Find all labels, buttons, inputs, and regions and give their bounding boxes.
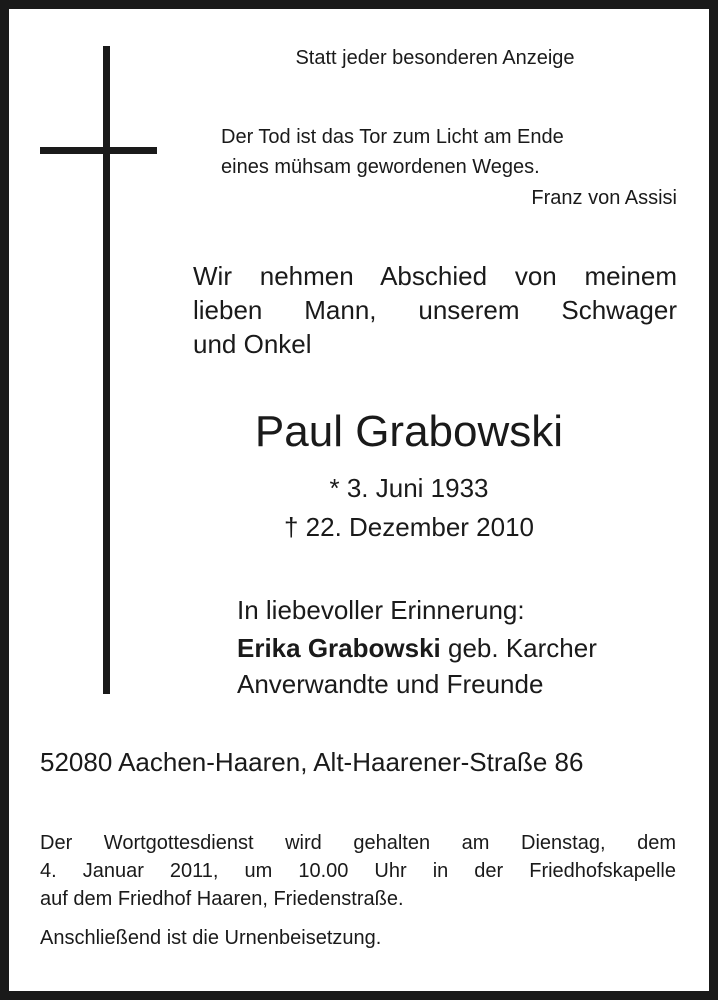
farewell-line-2: lieben Mann, unserem Schwager <box>193 295 677 325</box>
notice-header: Statt jeder besonderen Anzeige <box>295 47 575 69</box>
spouse-line <box>237 630 597 666</box>
quote-author: Franz von Assisi <box>531 187 677 209</box>
closing-note: Anschließend ist die Urnenbeisetzung. <box>40 927 382 949</box>
cross-icon <box>103 46 110 694</box>
quote-line-1: Der Tod ist das Tor zum Licht am Ende <box>221 126 564 148</box>
farewell-line-1: Wir nehmen Abschied von meinem <box>193 261 677 291</box>
address: 52080 Aachen-Haaren, Alt-Haarener-Straße 86 <box>40 747 584 777</box>
service-details <box>40 829 676 913</box>
birth-date: * 3. Juni 1933 <box>329 473 489 503</box>
other-mourners: Anverwandte und Freunde <box>237 669 544 699</box>
spouse-maiden-name: geb. Karcher <box>440 633 597 663</box>
quote-line-2: eines mühsam gewordenen Weges. <box>221 156 540 178</box>
memory-intro: In liebevoller Erinnerung: <box>237 595 525 625</box>
cross-icon-crossbar <box>40 147 157 154</box>
deceased-name: Paul Grabowski <box>254 407 564 456</box>
service-line-2: 4. Januar 2011, um 10.00 Uhr in der Friedhofskapelle <box>40 860 676 882</box>
farewell-line-3: und Onkel <box>193 329 312 359</box>
death-date: † 22. Dezember 2010 <box>283 512 535 542</box>
service-line-1: Der Wortgottesdienst wird gehalten am Dienstag, dem <box>40 832 676 854</box>
spouse-name: Erika Grabowski <box>237 633 441 663</box>
service-line-3: auf dem Friedhof Haaren, Friedenstraße. <box>40 888 404 910</box>
farewell-text <box>193 259 677 361</box>
